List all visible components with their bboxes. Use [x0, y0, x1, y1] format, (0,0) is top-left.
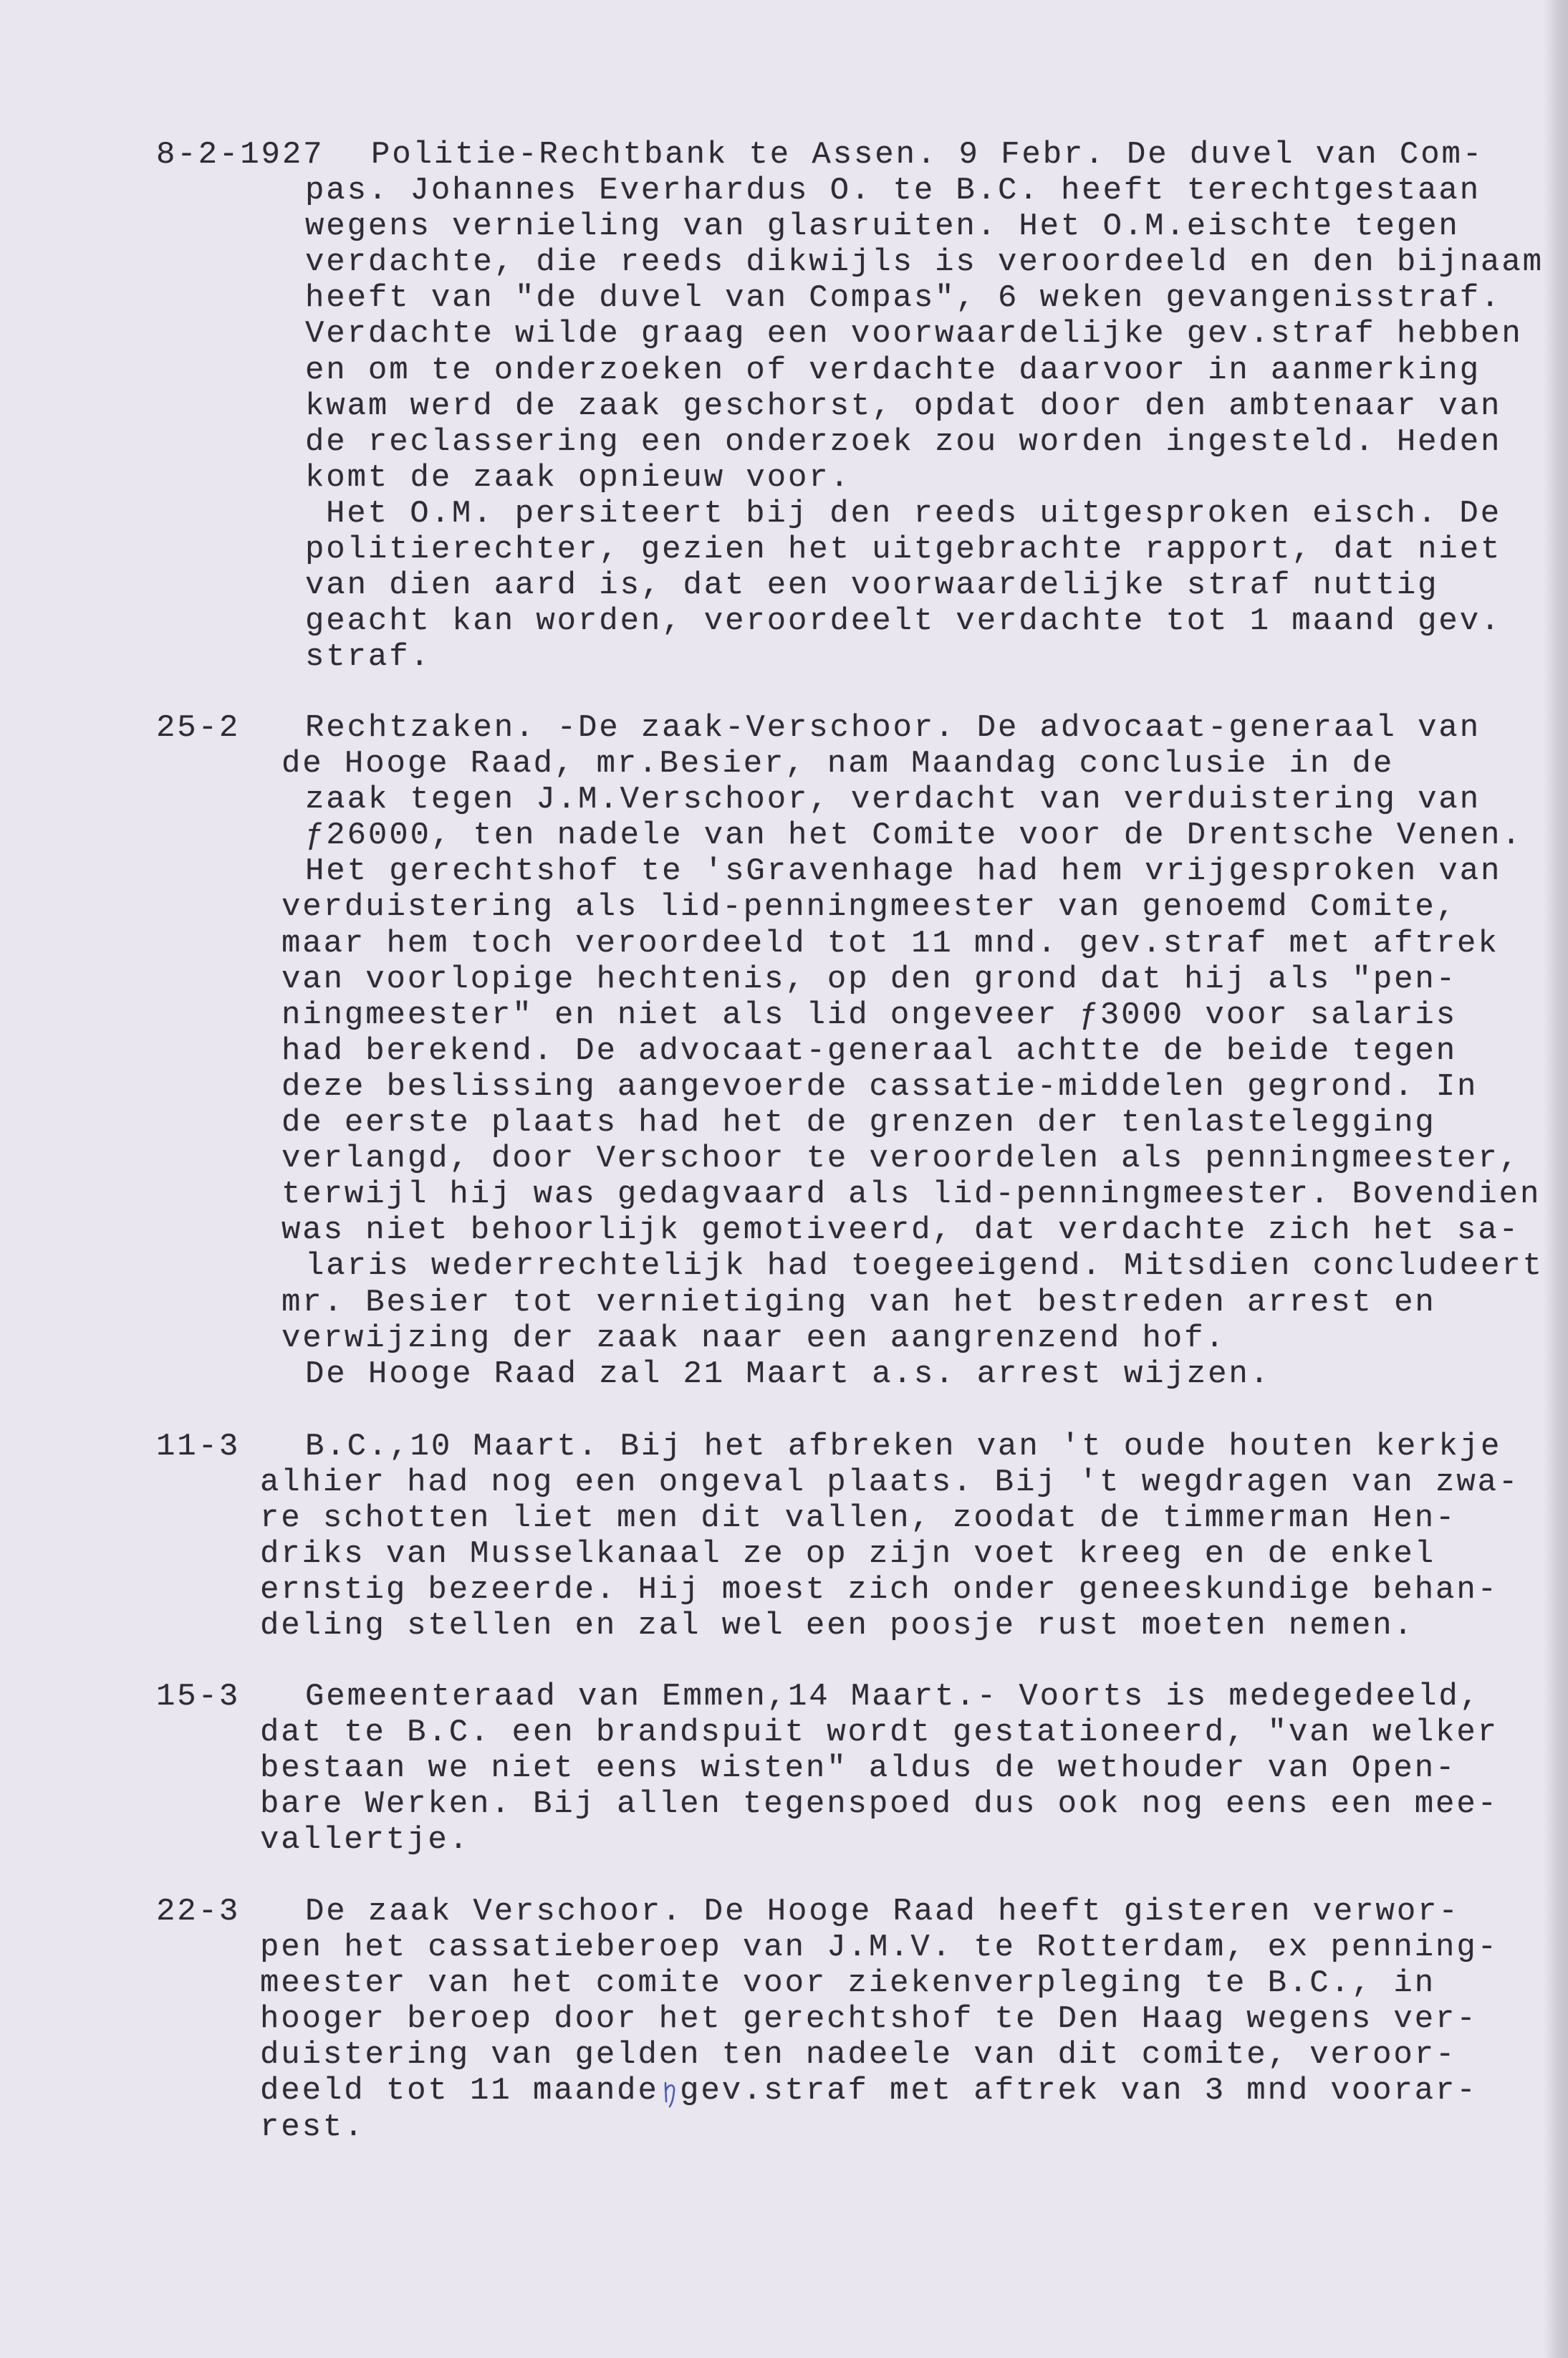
text-line: Verdachte wilde graag een voorwaardelijke gev.straf hebben [305, 316, 1523, 353]
text-line: zaak tegen J.M.Verschoor, verdacht van verduistering van [305, 782, 1481, 818]
text-line: B.C.,10 Maart. Bij het afbreken van 't oude houten kerkje [305, 1429, 1502, 1465]
text-line: bestaan we niet eens wisten" aldus de wethouder van Open- [260, 1750, 1457, 1787]
text-line: wegens vernieling van glasruiten. Het O.M.eischte tegen [305, 209, 1460, 245]
text-line: dat te B.C. een brandspuit wordt gestationeerd, "van welker [260, 1715, 1499, 1751]
text-line-row [0, 1894, 1568, 1930]
clipping-entry [0, 1894, 1568, 2145]
text-line: had berekend. De advocaat-generaal achtte de beide tegen [282, 1032, 1458, 1069]
clipping-entry [0, 710, 1568, 1392]
text-line: terwijl hij was gedagvaard als lid-penningmeester. Bovendien [282, 1176, 1541, 1213]
text-line: van voorlopige hechtenis, op den grond dat hij als "pen- [282, 961, 1458, 997]
text-line: gev.straf met aftrek van 3 mnd voorar- [680, 2073, 1478, 2109]
entry-date: 11-3 [156, 1429, 241, 1465]
entry-date: 15-3 [156, 1679, 241, 1715]
text-line: heeft van "de duvel van Compas", 6 weken gevangenisstraf. [305, 280, 1502, 317]
clipping-entry [0, 1679, 1568, 1858]
text-line: alhier had nog een ongeval plaats. Bij 't wegdragen van zwa- [260, 1465, 1520, 1501]
text-line: geacht kan worden, veroordeelt verdachte tot 1 maand gev. [305, 603, 1502, 640]
entry-date: 22-3 [156, 1894, 241, 1930]
text-line: ningmeester" en niet als lid ongeveer ƒ3000 voor salaris [282, 997, 1458, 1033]
clipping-entry [0, 137, 1568, 675]
text-line: hooger beroep door het gerechtshof te Den Haag wegens ver- [260, 2001, 1478, 2038]
text-line: duistering van gelden ten nadeele van dit comite, veroor- [260, 2037, 1457, 2074]
text-line: politierechter, gezien het uitgebrachte rapport, dat niet [305, 532, 1502, 568]
text-line: straf. [305, 639, 431, 676]
entry-date: 8-2-1927 [156, 137, 324, 173]
text-line-row [0, 710, 1568, 746]
entry-date: 25-2 [156, 710, 241, 746]
text-line: bare Werken. Bij allen tegenspoed dus ook nog eens een mee- [260, 1786, 1499, 1823]
text-line: deling stellen en zal wel een poosje rust moeten nemen. [260, 1608, 1415, 1644]
text-line: ernstig bezeerde. Hij moest zich onder geneeskundige behan- [260, 1572, 1499, 1609]
text-line: kwam werd de zaak geschorst, opdat door den ambtenaar van [305, 388, 1502, 424]
text-line: de Hooge Raad, mr.Besier, nam Maandag conclusie in de [282, 746, 1395, 782]
text-line: laris wederrechtelijk had toegeeigend. Mitsdien concludeert [305, 1248, 1544, 1285]
text-line: pen het cassatieberoep van J.M.V. te Rotterdam, ex penning- [260, 1930, 1499, 1966]
text-line: deze beslissing aangevoerde cassatie-middelen gegrond. In [282, 1068, 1478, 1105]
text-line-row [0, 1429, 1568, 1465]
text-line: Rechtzaken. -De zaak-Verschoor. De advocaat-generaal van [305, 710, 1481, 746]
clipping-entry [0, 1429, 1568, 1644]
text-line: De Hooge Raad zal 21 Maart a.s. arrest wijzen. [305, 1356, 1271, 1392]
text-line: verlangd, door Verschoor te veroordelen als penningmeester, [282, 1141, 1520, 1177]
text-line: verdachte, die reeds dikwijls is veroordeeld en den bijnaam [305, 244, 1544, 281]
text-line: de reclassering een onderzoek zou worden ingesteld. Heden [305, 423, 1502, 460]
text-line: ƒ26000, ten nadele van het Comite voor de Drentsche Venen. [305, 818, 1523, 854]
text-line: Politie-Rechtbank te Assen. 9 Febr. De duvel van Com- [371, 137, 1484, 173]
text-line: meester van het comite voor ziekenverpleging te B.C., in [260, 1965, 1436, 2002]
text-line: mr. Besier tot vernietiging van het bestreden arrest en [282, 1284, 1436, 1321]
text-line: Het gerechtshof te 'sGravenhage had hem vrijgesproken van [305, 853, 1502, 890]
text-line: verduistering als lid-penningmeester van genoemd Comite, [282, 889, 1458, 926]
text-line: komt de zaak opnieuw voor. [305, 459, 851, 496]
text-line: re schotten liet men dit vallen, zoodat de timmerman Hen- [260, 1500, 1457, 1537]
text-line-row [0, 137, 1568, 173]
text-line-row [0, 2073, 1568, 2109]
text-line: Gemeenteraad van Emmen,14 Maart.- Voorts is medegedeeld, [305, 1679, 1481, 1715]
text-line: rest. [260, 2109, 365, 2145]
text-line: deeld tot 11 maande [260, 2073, 659, 2109]
text-line: vallertje. [260, 1822, 471, 1859]
text-line: driks van Musselkanaal ze op zijn voet kreeg en de enkel [260, 1536, 1436, 1573]
text-line: de eerste plaats had het de grenzen der tenlastelegging [282, 1105, 1436, 1141]
text-line: De zaak Verschoor. De Hooge Raad heeft gisteren verwor- [305, 1894, 1460, 1930]
text-line: maar hem toch veroordeeld tot 11 mnd. gev.straf met aftrek [282, 925, 1499, 962]
text-line: verwijzing der zaak naar een aangrenzend hof. [282, 1320, 1226, 1356]
text-line: was niet behoorlijk gemotiveerd, dat verdachte zich het sa- [282, 1212, 1520, 1249]
text-line: van dien aard is, dat een voorwaardelijke straf nuttig [305, 567, 1439, 604]
text-line-row [0, 1679, 1568, 1715]
text-line: en om te onderzoeken of verdachte daarvoor in aanmerking [305, 352, 1481, 388]
text-line: pas. Johannes Everhardus O. te B.C. heeft terechtgestaan [305, 173, 1481, 209]
handwritten-correction-mark [659, 2073, 680, 2109]
text-line: Het O.M. persiteert bij den reeds uitgesproken eisch. De [326, 495, 1502, 532]
